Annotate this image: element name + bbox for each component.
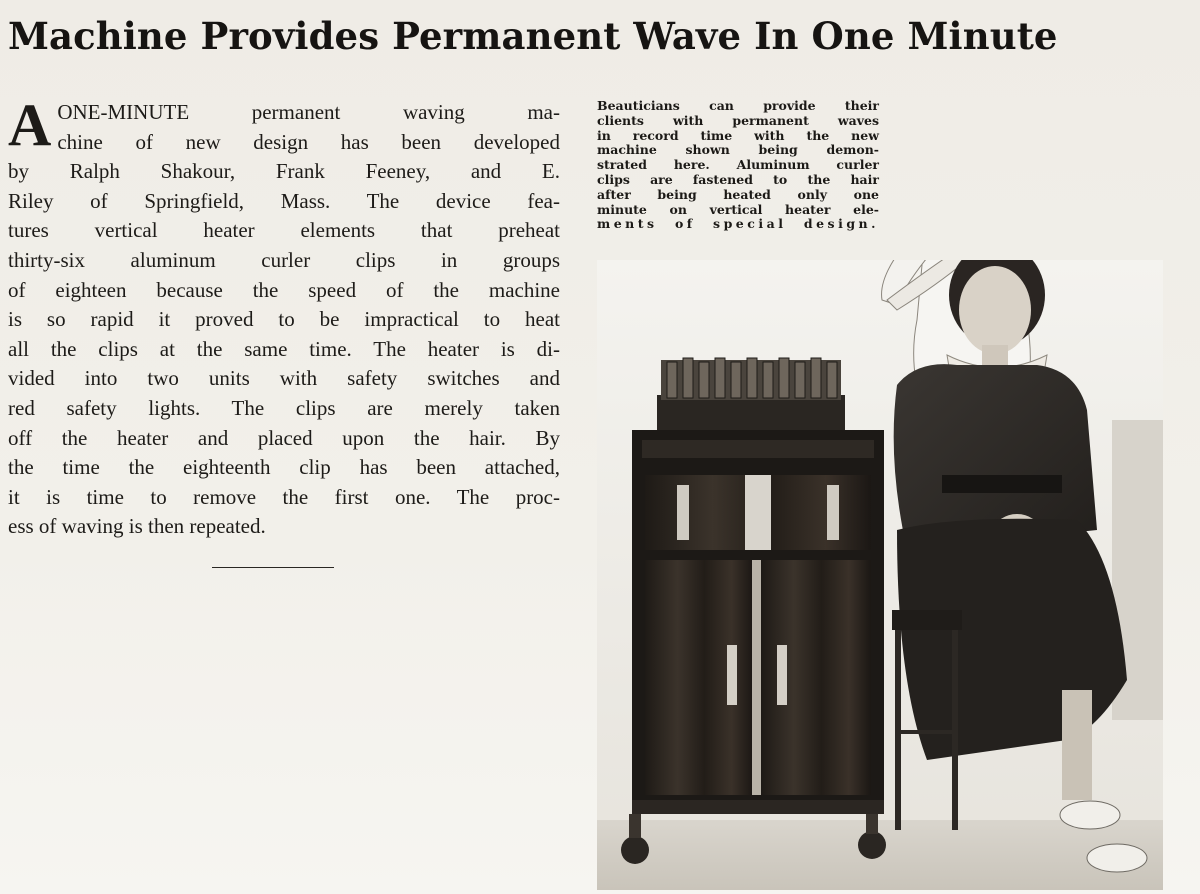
heater-base — [657, 395, 845, 431]
caption-line: after being heated only one — [597, 186, 879, 202]
belt — [942, 475, 1062, 493]
photo-illustration — [597, 260, 1163, 890]
caster-wheel — [621, 836, 649, 864]
article-line: red safety lights. The clips are merely taken — [8, 395, 560, 420]
drop-cap: A — [8, 92, 52, 158]
shoe — [1060, 801, 1120, 829]
article-line: off the heater and placed upon the hair. By — [8, 425, 560, 450]
caption-line: clips are fastened to the hair — [597, 171, 879, 187]
skirt — [897, 519, 1127, 760]
article-line: tures vertical heater elements that preheat — [8, 218, 560, 243]
photo-waving-machine-demonstration — [597, 260, 1163, 890]
article-body — [8, 92, 560, 542]
door-handle-left — [727, 645, 737, 705]
caption-line: strated here. Aluminum curler — [597, 157, 879, 173]
caption-line: in record time with the new — [597, 127, 879, 143]
article-line: thirty-six aluminum curler clips in groups — [8, 247, 560, 272]
legs — [1062, 690, 1092, 800]
article-line: ess of waving is then repeated. — [8, 514, 266, 539]
waving-machine-cabinet — [621, 358, 886, 864]
article-line: it is time to remove the first one. The proc- — [8, 484, 560, 509]
photo-caption — [597, 99, 879, 232]
door-handle-right — [777, 645, 787, 705]
article-line: ONE-MINUTE permanent waving ma- — [57, 100, 560, 124]
end-of-article-rule — [212, 567, 334, 568]
caption-line: machine shown being demon- — [597, 142, 879, 158]
article-line: by Ralph Shakour, Frank Feeney, and E. — [8, 159, 560, 184]
center-emblem — [745, 475, 771, 550]
face — [959, 266, 1031, 354]
shoe — [1087, 844, 1147, 872]
article-line: chine of new design has been developed — [57, 129, 560, 154]
page-title: Machine Provides Permanent Wave In One Minute — [8, 14, 1058, 58]
article-line: vided into two units with safety switches and — [8, 366, 560, 391]
caption-line: ments of special design. — [597, 216, 879, 232]
article-line: all the clips at the same time. The heater is di- — [8, 336, 560, 361]
caster-wheel — [858, 831, 886, 859]
article-line: Riley of Springfield, Mass. The device fea- — [8, 188, 560, 213]
article-line: the time the eighteenth clip has been attached, — [8, 455, 560, 480]
caption-line: minute on vertical heater ele- — [597, 201, 879, 217]
caption-line: Beauticians can provide their — [597, 98, 879, 113]
article-line: of eighteen because the speed of the machine — [8, 277, 560, 302]
caption-line: clients with permanent waves — [597, 112, 879, 128]
article-line: is so rapid it proved to be impractical to heat — [8, 307, 560, 332]
